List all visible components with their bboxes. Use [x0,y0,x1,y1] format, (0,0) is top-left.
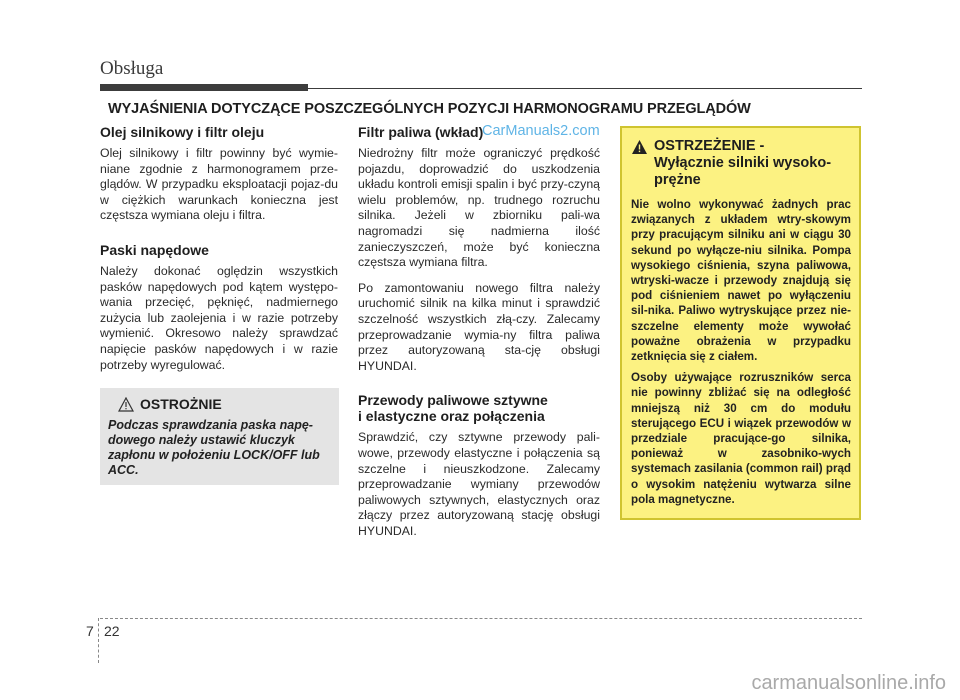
section-title: Obsługa [100,58,164,79]
footer-vertical-divider [98,618,99,663]
fuel-filter-text-1: Niedrożny filtr może ograniczyć prędkość pojazdu, doprowadzić do uszkodzenia układu kontroli emisji spalin i być przy-czyną wielu problemów, np. trudnego rozruchu silnika. Jeżeli w zbiorniku pali-wa nagromadzi się nadmierna ilość zanieczyszczeń, może być konieczna częstsza wymiana filtra. [358,146,600,270]
middle-column [358,124,600,549]
footer-divider [100,618,862,619]
warning-triangle-icon [631,139,648,155]
fuel-lines-heading [358,392,600,424]
drive-belts-text: Należy dokonać oględzin wszystkich pasków napędowych pod kątem występo-wania przecięć, pęknięć, nadmiernego zużycia lub zaolejenia i w razie potrzeby wymienić. Okresowo należy sprawdzać napięcie pasków napędowych i w razie potrzeby wyregulować. [100,263,338,372]
main-heading: WYJAŚNIENIA DOTYCZĄCE POSZCZEGÓLNYCH POZYCJI HARMONOGRAMU PRZEGLĄDÓW [108,101,751,117]
oil-filter-text: Olej silnikowy i filtr powinny być wymie-niane zgodnie z harmonogramem prze-glądów. W przypadku eksploatacji pojaz-du w ciężkich warunkach konieczna jest częstsza wymiana oleju i filtra. [100,146,338,223]
watermark-link[interactable]: CarManuals2.com [482,123,600,139]
caution-box [100,388,339,485]
page-number: 22 [104,623,120,639]
site-watermark[interactable]: carmanualsonline.info [751,672,946,694]
fuel-filter-heading: Filtr paliwa (wkład) [358,124,484,140]
warning-box [620,126,861,520]
left-column [100,124,338,383]
oil-filter-heading: Olej silnikowy i filtr oleju [100,124,265,140]
chapter-number: 7 [86,623,94,639]
fuel-lines-text: Sprawdzić, czy sztywne przewody pali-wowe, przewody elastyczne i połączenia są szczelne i nieuszkodzone. Zalecamy przeprowadzanie wymiany przewodów paliwowych sztywnych, elastycznych oraz złączy przez autoryzowaną stację obsługi HYUNDAI. [358,430,600,538]
title-rule [100,88,862,89]
warning-text-2: Osoby używające rozruszników serca nie powinny zbliżać się na odległość mniejszą niż 30 cm do modułu sterującego ECU i wiązek przewodów w przedziale pracujące-go silnika, ponieważ w zasobniko-wych systemach zasilania (common rail) prąd o wysokim natężeniu wytwarza silne pola magnetyczne. [631,371,851,506]
fuel-lines-heading-line-1: Przewody paliwowe sztywne [358,392,548,409]
drive-belts-heading: Paski napędowe [100,241,209,258]
warning-text-1: Nie wolno wykonywać żadnych prac związanych z układem wtry-skowym przy pracującym silniku ani w ciągu 30 sekund po wyłącze-niu silnika. Pompa wysokiego ciśnienia, szyna paliwowa, wtryski-wacze i przewody znajdują się pod ciśnieniem nawet po wyłączeniu sil-nika. Paliwo wytryskujące przez nie-szczelne elementy może wywołać poważne obrażenia w przypadku zetknięcia się z ciałem. [631,198,851,364]
warning-title: OSTRZEŻENIE - [654,138,765,154]
caution-triangle-icon [118,397,134,412]
fuel-filter-text-2: Po zamontowaniu nowego filtra należy uruchomić silnik na kilka minut i sprawdzić szczelność wszystkich złą-czy. Zalecamy przeprowadzanie wymia-ny filtra paliwa przez autoryzowaną sta-cję obsługi HYUNDAI. [358,280,600,373]
caution-text: Podczas sprawdzania paska napę-dowego należy ustawić kluczyk zapłonu w położeniu LOCK/OFF lub ACC. [108,418,320,477]
fuel-lines-heading-line-2: i elastyczne oraz połączenia [358,408,545,425]
warning-subtitle: Wyłącznie silniki wysoko-prężne [654,155,832,188]
caution-title: OSTROŻNIE [140,396,222,412]
